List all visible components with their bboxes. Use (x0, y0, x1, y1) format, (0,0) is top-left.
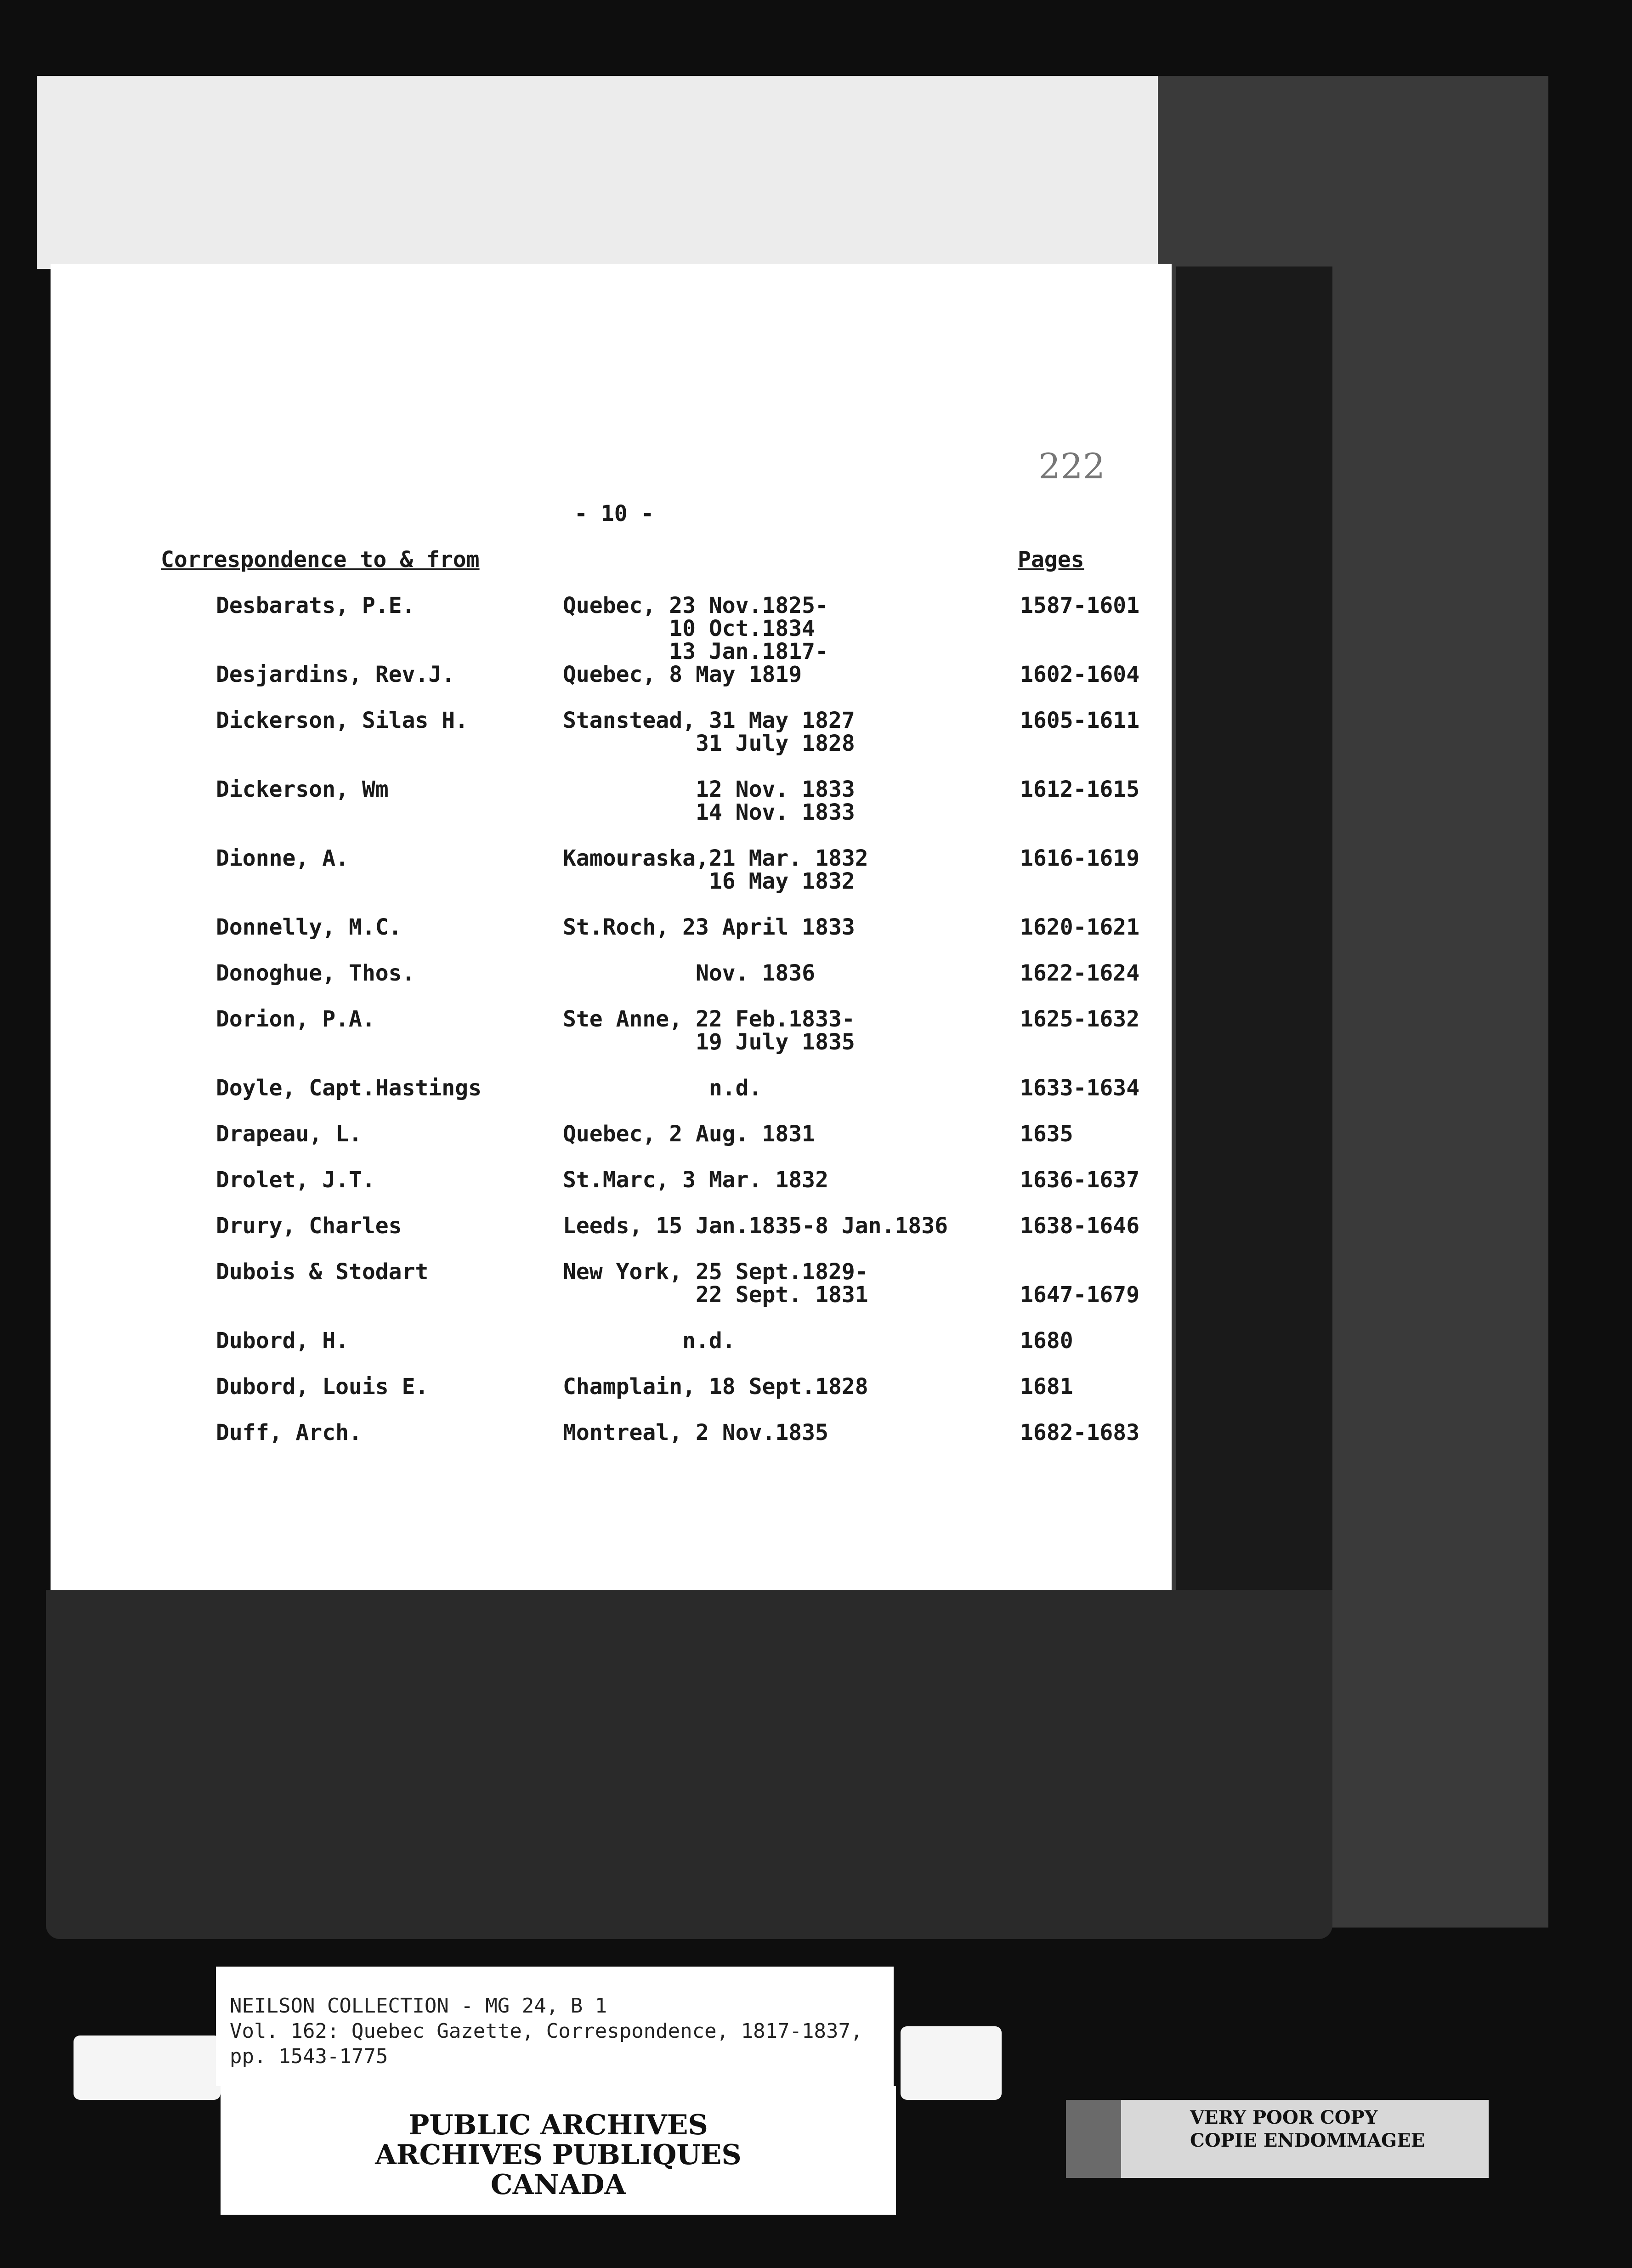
entry-place: 19 July 1835 (563, 1029, 855, 1055)
entry-place: Ste Anne, 22 Feb.1833- (563, 1006, 855, 1032)
entry-pages: 1647-1679 (1020, 1282, 1140, 1308)
entry-place: New York, 25 Sept.1829- (563, 1259, 868, 1285)
entry-place: 12 Nov. 1833 (563, 777, 855, 802)
entry-pages: 1638-1646 (1020, 1213, 1140, 1239)
entry-pages: 1635 (1020, 1121, 1073, 1147)
entry-pages: 1682-1683 (1020, 1420, 1140, 1446)
stamped-page-number: 222 (1038, 446, 1105, 487)
entry-name: Drapeau, L. (216, 1121, 362, 1147)
entry-place: St.Roch, 23 April 1833 (563, 914, 855, 940)
entry-place: 31 July 1828 (563, 731, 855, 756)
collection-label-line: Vol. 162: Quebec Gazette, Correspondence, 1817-1837, (230, 2019, 863, 2043)
entry-place: 14 Nov. 1833 (563, 799, 855, 825)
entry-place: n.d. (563, 1075, 762, 1101)
entry-name: Dubord, H. (216, 1328, 349, 1354)
entry-name: Doyle, Capt.Hastings (216, 1075, 482, 1101)
poor-copy-line: COPIE ENDOMMAGEE (1190, 2130, 1425, 2151)
entry-place: Leeds, 15 Jan.1835-8 Jan.1836 (563, 1213, 948, 1239)
entry-name: Dubord, Louis E. (216, 1374, 429, 1400)
entry-place: 13 Jan.1817- (563, 639, 828, 664)
entry-pages: 1587-1601 (1020, 593, 1140, 618)
entry-place: St.Marc, 3 Mar. 1832 (563, 1167, 828, 1193)
entry-pages: 1616-1619 (1020, 845, 1140, 871)
label-tab-left (74, 2036, 221, 2100)
entry-name: Dickerson, Silas H. (216, 708, 469, 733)
entry-name: Drolet, J.T. (216, 1167, 375, 1193)
entry-place: Quebec, 23 Nov.1825- (563, 593, 828, 618)
entry-name: Donoghue, Thos. (216, 960, 415, 986)
entry-name: Dubois & Stodart (216, 1259, 429, 1285)
entry-place: 10 Oct.1834 (563, 616, 816, 641)
collection-label (216, 1967, 894, 2086)
entry-pages: 1620-1621 (1020, 914, 1140, 940)
poor-copy-dark-band (1066, 2100, 1121, 2178)
entry-name: Dickerson, Wm (216, 777, 389, 802)
entry-name: Dorion, P.A. (216, 1006, 375, 1032)
entry-name: Dionne, A. (216, 845, 349, 871)
entry-place: Quebec, 2 Aug. 1831 (563, 1121, 816, 1147)
archives-stamp (221, 2086, 896, 2215)
document-page (51, 264, 1172, 1590)
entry-place: Stanstead, 31 May 1827 (563, 708, 855, 733)
entry-pages: 1681 (1020, 1374, 1073, 1400)
label-tab-right (901, 2026, 1002, 2100)
entry-pages: 1602-1604 (1020, 662, 1140, 687)
header-pages: Pages (1018, 547, 1084, 573)
entry-place: 16 May 1832 (563, 868, 855, 894)
frame-shadow-lower (46, 1590, 1332, 1939)
entry-place: Quebec, 8 May 1819 (563, 662, 802, 687)
entry-pages: 1636-1637 (1020, 1167, 1140, 1193)
collection-label-line: pp. 1543-1775 (230, 2045, 388, 2068)
entry-place: n.d. (563, 1328, 736, 1354)
entry-place: Champlain, 18 Sept.1828 (563, 1374, 868, 1400)
entry-name: Desbarats, P.E. (216, 593, 415, 618)
entry-pages: 1625-1632 (1020, 1006, 1140, 1032)
folded-sheet-top (37, 76, 1158, 269)
archives-line: CANADA (490, 2169, 626, 2201)
entry-name: Drury, Charles (216, 1213, 402, 1239)
archives-line: ARCHIVES PUBLIQUES (375, 2139, 742, 2171)
poor-copy-line: VERY POOR COPY (1190, 2107, 1378, 2128)
page-number: - 10 - (574, 501, 654, 527)
entry-place: 22 Sept. 1831 (563, 1282, 868, 1308)
entry-pages: 1633-1634 (1020, 1075, 1140, 1101)
archives-line: PUBLIC ARCHIVES (408, 2109, 708, 2141)
entry-pages: 1612-1615 (1020, 777, 1140, 802)
entry-place: Nov. 1836 (563, 960, 816, 986)
entry-pages: 1622-1624 (1020, 960, 1140, 986)
entry-name: Donnelly, M.C. (216, 914, 402, 940)
entry-pages: 1605-1611 (1020, 708, 1140, 733)
entry-place: Montreal, 2 Nov.1835 (563, 1420, 828, 1446)
header-correspondence: Correspondence to & from (161, 547, 480, 573)
poor-copy-stamp (1066, 2100, 1489, 2178)
entry-name: Duff, Arch. (216, 1420, 362, 1446)
entry-name: Desjardins, Rev.J. (216, 662, 455, 687)
collection-label-line: NEILSON COLLECTION - MG 24, B 1 (230, 1994, 607, 2018)
entry-pages: 1680 (1020, 1328, 1073, 1354)
entry-place: Kamouraska,21 Mar. 1832 (563, 845, 868, 871)
